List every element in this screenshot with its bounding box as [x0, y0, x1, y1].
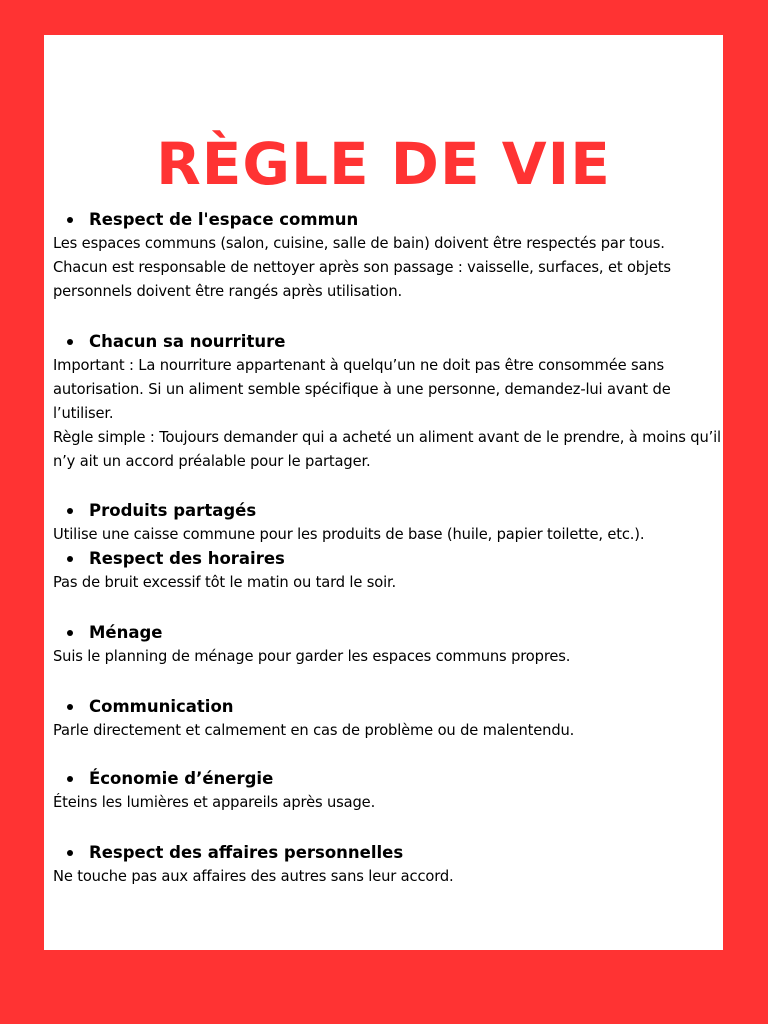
- rule-section: [53, 841, 723, 889]
- bullet-icon: [67, 556, 73, 562]
- rule-paragraph: Suis le planning de ménage pour garder les espaces communs propres.: [53, 648, 571, 666]
- rule-paragraph: Important : La nourriture appartenant à quelqu’un ne doit pas être consommée sans autorisation. Si un aliment semble spécifique à une personne, demandez-lui avant de l’utiliser.: [53, 356, 671, 423]
- page-title: RÈGLE DE VIE: [156, 130, 611, 198]
- rule-heading-text: Respect des affaires personnelles: [89, 842, 404, 862]
- rule-paragraph: Utilise une caisse commune pour les produits de base (huile, papier toilette, etc.).: [53, 525, 645, 543]
- rule-paragraph: Les espaces communs (salon, cuisine, salle de bain) doivent être respectés par tous. Chacun est responsable de nettoyer après son passage : vaisselle, surfaces, et objets personnels doivent être rangés après utilisation.: [53, 235, 671, 301]
- rule-heading-text: Ménage: [89, 623, 163, 643]
- rule-paragraph: Pas de bruit excessif tôt le matin ou tard le soir.: [53, 573, 397, 591]
- rule-heading-text: Produits partagés: [89, 500, 257, 520]
- rule-heading: [53, 499, 723, 523]
- rule-heading-text: Chacun sa nourriture: [89, 331, 286, 351]
- rule-heading: [53, 841, 723, 865]
- bullet-icon: [67, 508, 73, 514]
- rule-heading-text: Respect des horaires: [89, 548, 285, 568]
- rule-paragraph: Éteins les lumières et appareils après usage.: [53, 794, 376, 812]
- bullet-icon: [67, 217, 73, 223]
- poster-card: [44, 35, 723, 950]
- rule-section: [53, 767, 723, 815]
- rule-heading-text: Respect de l'espace commun: [89, 210, 359, 229]
- rule-paragraph: Règle simple : Toujours demander qui a acheté un aliment avant de le prendre, à moins qu’il n’y ait un accord préalable pour le partager.: [53, 429, 721, 471]
- rule-section: [53, 208, 723, 305]
- rule-paragraph: Ne touche pas aux affaires des autres sans leur accord.: [53, 867, 454, 885]
- rule-heading: [53, 621, 723, 645]
- rule-heading: [53, 547, 723, 571]
- rule-heading: [53, 208, 723, 232]
- rule-section: [53, 621, 723, 669]
- rule-heading-text: Communication: [89, 697, 234, 717]
- rules-list: [53, 208, 723, 889]
- bullet-icon: [67, 339, 73, 345]
- bullet-icon: [67, 776, 73, 782]
- bullet-icon: [67, 630, 73, 636]
- bullet-icon: [67, 704, 73, 710]
- rule-paragraph: Parle directement et calmement en cas de problème ou de malentendu.: [53, 722, 575, 740]
- rule-section: [53, 499, 723, 547]
- rule-heading-text: Économie d’énergie: [89, 769, 274, 789]
- rule-heading: [53, 767, 723, 791]
- rule-heading: [53, 695, 723, 719]
- rule-section: [53, 695, 723, 743]
- rule-section: [53, 330, 723, 475]
- bullet-icon: [67, 850, 73, 856]
- rule-section: [53, 547, 723, 595]
- rule-heading: [53, 330, 723, 354]
